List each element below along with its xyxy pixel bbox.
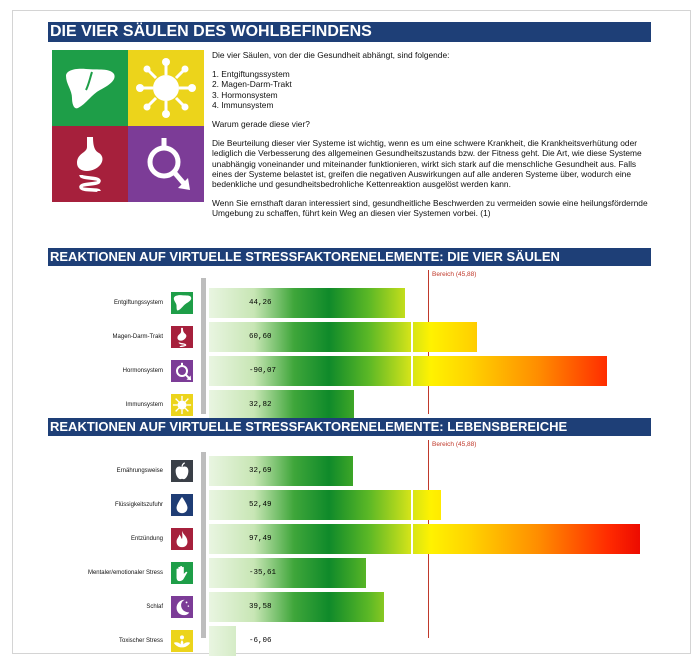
chart-row [48,490,651,520]
bar-threshold-marker [411,524,413,554]
pillars-list [212,69,652,110]
chart-row [48,558,651,588]
bar-threshold-marker [411,322,413,352]
list-item: 3. Hormonsystem [212,89,278,100]
bar-category-label: Hormonsystem [122,368,163,374]
gender-icon [138,134,194,194]
bar-value-label: 32,82 [249,401,272,409]
bar-gradient-fill [209,524,640,554]
bar-value-label: 39,58 [249,603,272,611]
bar-category-label: Mentaler/emotionaler Stress [87,570,163,576]
section-title-pillars: REAKTIONEN AUF VIRTUELLE STRESSFAKTORENELEMENTE: DIE VIER SÄULEN [48,248,651,266]
bar-gradient-fill [209,558,366,588]
bar-value-label: 44,26 [249,299,272,307]
bar-value-label: 60,60 [249,333,272,341]
virus-icon [136,58,196,118]
page-title: DIE VIER SÄULEN DES WOHLBEFINDENS [48,22,651,42]
liver-icon [171,292,193,314]
bar-gradient-fill [209,288,405,318]
chart-row [48,356,651,386]
list-item: 4. Immunsystem [212,99,274,110]
bar-gradient-fill [209,390,354,420]
bar-category-label: Flüssigkeitszufuhr [114,502,163,508]
list-item: 1. Entgiftungssystem [212,69,290,80]
bar-category-label: Immunsystem [125,402,163,408]
chart-row [48,390,651,420]
bar-threshold-marker [411,490,413,520]
tile-hormone [128,126,204,202]
chart-row [48,322,651,352]
bar-category-label: Toxischer Stress [118,638,163,644]
bar-value-label: 32,69 [249,467,272,475]
bar [209,288,405,318]
bar [209,626,236,656]
chart-row [48,626,651,656]
intro-text [212,50,652,228]
bar-category-label: Entgiftungssystem [113,300,163,306]
stomach-icon [65,135,115,193]
bar-value-label: 97,49 [249,535,272,543]
intro-paragraph: Die Beurteilung dieser vier Systeme ist wichtig, wenn es um eine schwere Krankheit, die Krankheitsverhütung oder lediglich die Verbesserung des allgemeinen Gesundheitszustands bzw. der Fitness geht. Die Art, wie diese Systeme unabhängig voneinander und miteinander funktionieren, wirkt sich stark auf die menschliche Gesundheit aus. Falls eines der Systeme belastet ist, greifen die negativen Auswirkungen auf alle anderen Systeme über, wodurch eine bedenkliche und gesundheitsbedrohliche Kettenreaktion ausgelöst werden kann. [212,138,642,190]
bar-threshold-marker [411,356,413,386]
apple-icon [171,460,193,482]
bar-gradient-fill [209,456,353,486]
bar-category-label: Ernährungsweise [116,468,163,474]
threshold-label: Bereich (45,88) [432,271,477,278]
four-pillars-tiles [52,50,204,202]
tile-digestive [52,126,128,202]
chart-pillars [48,270,651,414]
bar [209,390,354,420]
water-drop-icon [171,494,193,516]
section-title-life-areas: REAKTIONEN AUF VIRTUELLE STRESSFAKTORENELEMENTE: LEBENSBEREICHE [48,418,651,436]
tile-immune [128,50,204,126]
intro-paragraph: Wenn Sie ernsthaft daran interessiert sind, gesundheitliche Beschwerden zu vermeiden sowie eine heilungsfördernde Umgebung zu schaffen, führt kein Weg an diesen vier Systemen vorbei. (1) [212,198,648,219]
stress-hand-icon [171,562,193,584]
liver-icon [62,64,118,112]
bar-value-label: -6,06 [249,637,272,645]
bar-value-label: -35,61 [249,569,277,577]
bar-value-label: 52,49 [249,501,272,509]
bar [209,592,384,622]
chart-row [48,456,651,486]
chart-life-areas [48,440,651,645]
intro-paragraph: Die vier Säulen, von der die Gesundheit abhängt, sind folgende: [212,50,450,60]
chart-row [48,592,651,622]
threshold-label: Bereich (45,88) [432,441,477,448]
tile-detox [52,50,128,126]
bar-category-label: Magen-Darm-Trakt [112,334,163,340]
bar-value-label: -90,07 [249,367,277,375]
bar-category-label: Schlaf [146,604,163,610]
bar-gradient-fill [209,592,384,622]
bar-gradient-fill [209,626,236,656]
stomach-icon [171,326,193,348]
moon-icon [171,596,193,618]
toxic-lotus-icon [171,630,193,652]
bar [209,558,366,588]
chart-row [48,524,651,554]
intro-question: Warum gerade diese vier? [212,119,310,130]
bar [209,524,640,554]
bar [209,490,441,520]
flame-icon [171,528,193,550]
chart-row [48,288,651,318]
bar-category-label: Entzündung [130,536,163,542]
gender-icon [171,360,193,382]
virus-icon [171,394,193,416]
bar [209,456,353,486]
bar-gradient-fill [209,490,441,520]
list-item: 2. Magen-Darm-Trakt [212,79,292,90]
